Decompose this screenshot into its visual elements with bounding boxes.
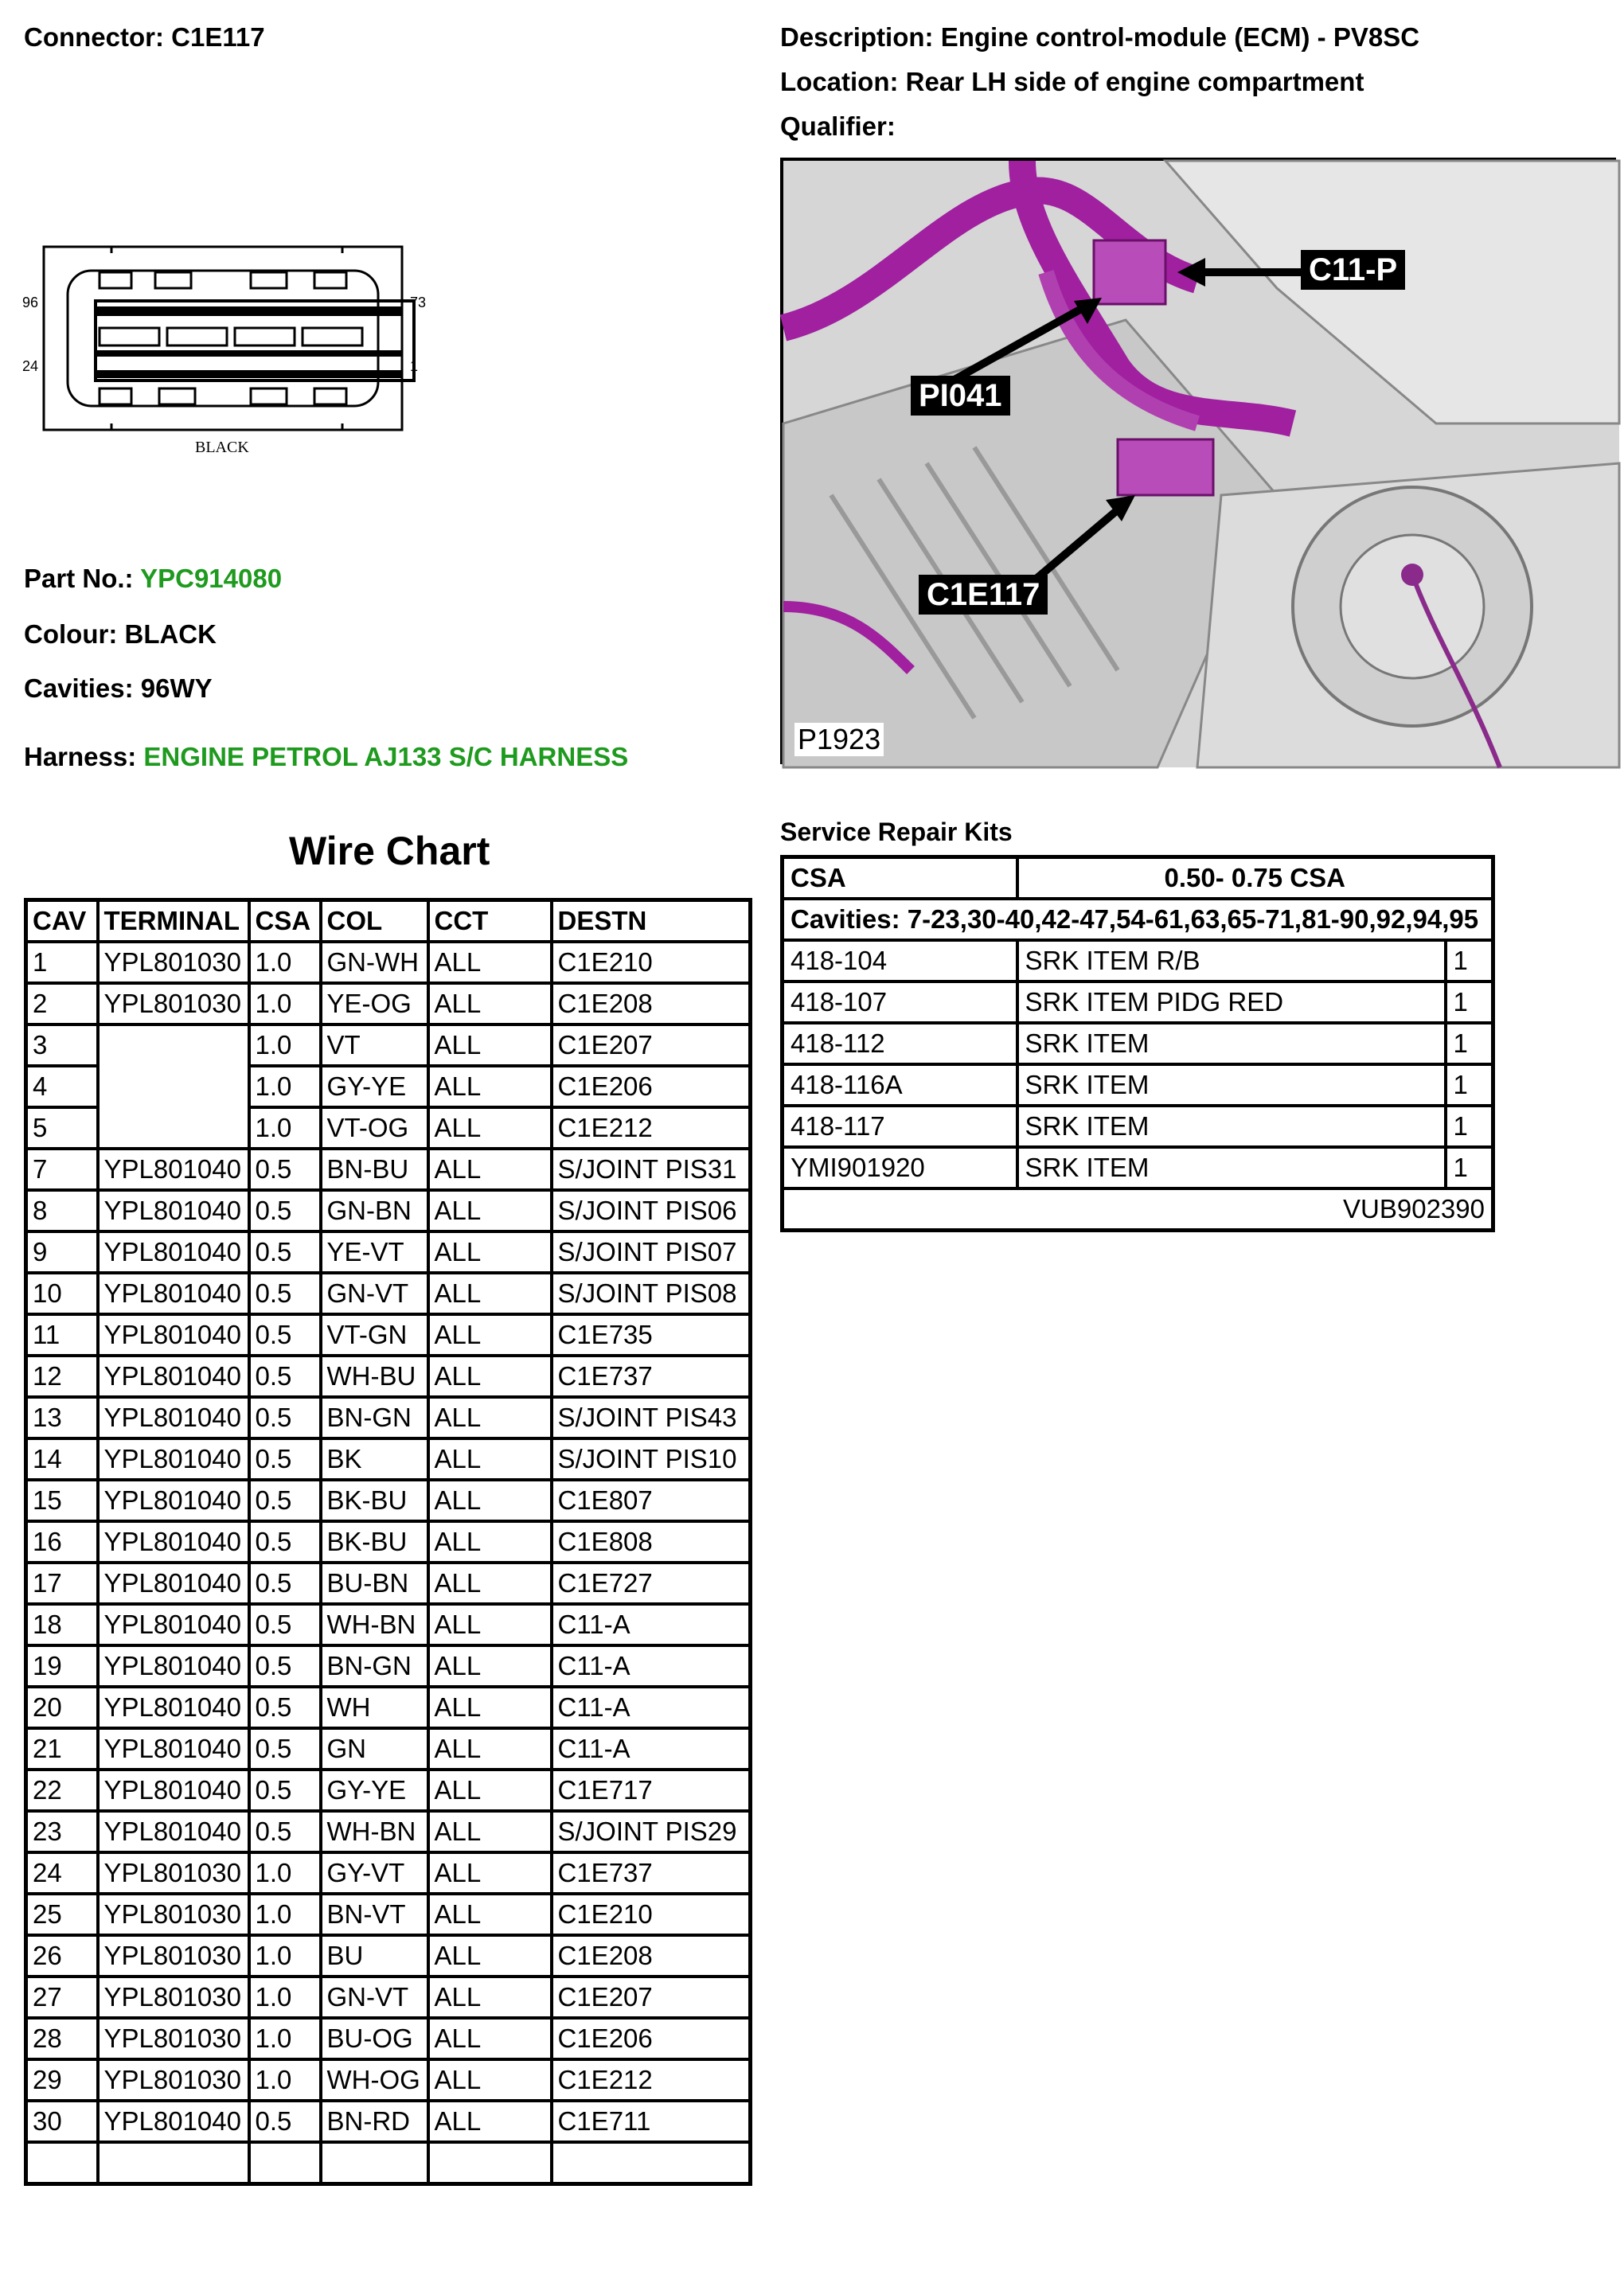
wire-row [26, 1190, 751, 1231]
kit-row [783, 1147, 1493, 1188]
cell-terminal: YPL801040 [98, 1356, 249, 1397]
cell-col: WH-BN [321, 1811, 428, 1852]
cell-destn: S/JOINT PIS08 [552, 1273, 751, 1314]
cell-destn: C1E737 [552, 1852, 751, 1894]
cell-csa: 0.5 [249, 1563, 321, 1604]
cell-terminal: YPL801040 [98, 1645, 249, 1687]
location-line [780, 67, 1364, 97]
cell-col: BU [321, 1935, 428, 1977]
cell-col: GY-VT [321, 1852, 428, 1894]
cell-terminal [98, 1066, 249, 1107]
cell-destn: C1E727 [552, 1563, 751, 1604]
wire-row [26, 1770, 751, 1811]
location-label: Location: [780, 67, 899, 96]
cell-cct: ALL [428, 983, 552, 1024]
engine-bay-illustration [783, 161, 1619, 767]
cell-csa: 1.0 [249, 942, 321, 983]
connector-label: Connector: [24, 22, 164, 52]
cell-csa: 1.0 [249, 983, 321, 1024]
col-header-terminal: TERMINAL [98, 900, 249, 942]
kit-desc: SRK ITEM PIDG RED [1017, 981, 1446, 1023]
kit-row [783, 940, 1493, 981]
cell-destn: S/JOINT PIS29 [552, 1811, 751, 1852]
pin-label-top-left: 96 [22, 295, 39, 310]
kit-desc: SRK ITEM [1017, 1106, 1446, 1147]
cell-destn: C1E210 [552, 1894, 751, 1935]
cell-destn: S/JOINT PIS43 [552, 1397, 751, 1438]
cell-cct: ALL [428, 2059, 552, 2101]
kit-row [783, 1106, 1493, 1147]
cell-destn: C11-A [552, 1687, 751, 1728]
cell-cav: 28 [26, 2018, 98, 2059]
connector-caption: BLACK [195, 439, 249, 456]
cell-col: WH [321, 1687, 428, 1728]
kit-part-row [783, 1188, 1493, 1231]
cell-csa: 0.5 [249, 1356, 321, 1397]
cell-cav: 14 [26, 1438, 98, 1480]
kit-part-no: VUB902390 [783, 1188, 1493, 1231]
col-header-cav: CAV [26, 900, 98, 942]
cell-terminal: YPL801030 [98, 2018, 249, 2059]
cell-destn: C1E808 [552, 1521, 751, 1563]
cell-destn: C11-A [552, 1728, 751, 1770]
cell-cct: ALL [428, 1273, 552, 1314]
service-kits-title: Service Repair Kits [780, 818, 1013, 846]
kit-desc: SRK ITEM [1017, 1064, 1446, 1106]
kit-qty: 1 [1446, 1023, 1493, 1064]
cell-col: BK-BU [321, 1521, 428, 1563]
wire-row-empty [26, 2142, 751, 2184]
cell-empty [321, 2142, 428, 2184]
wire-row [26, 1397, 751, 1438]
kit-qty: 1 [1446, 1064, 1493, 1106]
cell-cav: 8 [26, 1190, 98, 1231]
callout-c1e117: C1E117 [919, 575, 1048, 615]
cell-cct: ALL [428, 1066, 552, 1107]
cell-terminal: YPL801040 [98, 1687, 249, 1728]
kit-code: 418-104 [783, 940, 1017, 981]
cell-empty [428, 2142, 552, 2184]
kit-code: 418-116A [783, 1064, 1017, 1106]
cell-destn: S/JOINT PIS06 [552, 1190, 751, 1231]
cell-csa: 1.0 [249, 2059, 321, 2101]
kit-row [783, 1023, 1493, 1064]
cell-cav: 16 [26, 1521, 98, 1563]
wire-row [26, 1852, 751, 1894]
cell-csa: 1.0 [249, 1066, 321, 1107]
callout-pi041: PI041 [911, 376, 1010, 416]
cell-csa: 0.5 [249, 1770, 321, 1811]
cell-col: GN-VT [321, 1977, 428, 2018]
cell-col: BN-GN [321, 1397, 428, 1438]
cell-terminal: YPL801030 [98, 942, 249, 983]
wire-chart-body [26, 942, 751, 2184]
cell-cav: 22 [26, 1770, 98, 1811]
cell-cav: 13 [26, 1397, 98, 1438]
wire-row [26, 1149, 751, 1190]
cell-col: VT [321, 1024, 428, 1066]
cell-cav: 4 [26, 1066, 98, 1107]
colour-label: Colour: [24, 619, 118, 649]
kit-row [783, 1064, 1493, 1106]
cell-terminal: YPL801040 [98, 1273, 249, 1314]
cell-terminal: YPL801030 [98, 1935, 249, 1977]
col-header-csa: CSA [249, 900, 321, 942]
description-label: Description: [780, 22, 934, 52]
kit-row [783, 981, 1493, 1023]
cell-col: GY-YE [321, 1770, 428, 1811]
cell-csa: 1.0 [249, 1024, 321, 1066]
cell-destn: C1E208 [552, 983, 751, 1024]
figure-id: P1923 [794, 723, 884, 756]
cell-destn: C1E735 [552, 1314, 751, 1356]
cell-terminal: YPL801040 [98, 2101, 249, 2142]
cell-col: VT-GN [321, 1314, 428, 1356]
cell-col: BN-GN [321, 1645, 428, 1687]
cell-csa: 0.5 [249, 1811, 321, 1852]
qualifier-label: Qualifier: [780, 111, 896, 141]
cell-cav: 5 [26, 1107, 98, 1149]
cell-destn: C1E807 [552, 1480, 751, 1521]
wire-chart-table [24, 898, 752, 2186]
cell-cav: 10 [26, 1273, 98, 1314]
cell-cct: ALL [428, 1521, 552, 1563]
part-no-label: Part No.: [24, 564, 134, 593]
cell-destn: C1E206 [552, 1066, 751, 1107]
kit-code: 418-112 [783, 1023, 1017, 1064]
harness-line [24, 742, 628, 772]
cavities-value: 96WY [140, 673, 213, 703]
connector-heading [24, 22, 265, 53]
cell-csa: 0.5 [249, 1521, 321, 1563]
cell-col: WH-BU [321, 1356, 428, 1397]
cell-cct: ALL [428, 1024, 552, 1066]
cell-destn: C11-A [552, 1645, 751, 1687]
cell-col: BN-BU [321, 1149, 428, 1190]
col-header-cct: CCT [428, 900, 552, 942]
cell-cct: ALL [428, 942, 552, 983]
wire-row [26, 1024, 751, 1066]
cell-cct: ALL [428, 1149, 552, 1190]
cell-col: GY-YE [321, 1066, 428, 1107]
cell-cct: ALL [428, 1356, 552, 1397]
cell-destn: C1E210 [552, 942, 751, 983]
description-value: Engine control-module (ECM) - PV8SC [940, 22, 1420, 52]
colour-value: BLACK [124, 619, 217, 649]
cell-cct: ALL [428, 1894, 552, 1935]
cell-csa: 0.5 [249, 1273, 321, 1314]
cell-cct: ALL [428, 2101, 552, 2142]
cell-terminal: YPL801040 [98, 1149, 249, 1190]
kits-cavities-text: Cavities: 7-23,30-40,42-47,54-61,63,65-71,81-90,92,94,95 [783, 899, 1493, 940]
cell-csa: 1.0 [249, 2018, 321, 2059]
kit-qty: 1 [1446, 940, 1493, 981]
cell-cct: ALL [428, 1397, 552, 1438]
cell-cav: 30 [26, 2101, 98, 2142]
cavities-line [24, 673, 213, 704]
location-value: Rear LH side of engine compartment [905, 67, 1364, 96]
colour-line [24, 619, 217, 650]
col-header-destn: DESTN [552, 900, 751, 942]
cell-destn: C1E207 [552, 1977, 751, 2018]
cell-destn: C1E711 [552, 2101, 751, 2142]
cell-cav: 25 [26, 1894, 98, 1935]
callout-c11-p: C11-P [1301, 250, 1405, 290]
cell-csa: 0.5 [249, 1645, 321, 1687]
wire-chart-header-row [26, 900, 751, 942]
wire-row [26, 1107, 751, 1149]
cell-terminal: YPL801030 [98, 983, 249, 1024]
cell-csa: 0.5 [249, 1314, 321, 1356]
wire-row [26, 983, 751, 1024]
kits-csa-row [783, 857, 1493, 900]
kit-desc: SRK ITEM R/B [1017, 940, 1446, 981]
cell-terminal: YPL801040 [98, 1521, 249, 1563]
wire-row [26, 1687, 751, 1728]
cell-col: VT-OG [321, 1107, 428, 1149]
cell-terminal: YPL801040 [98, 1480, 249, 1521]
cell-csa: 1.0 [249, 1894, 321, 1935]
cell-destn: C1E212 [552, 1107, 751, 1149]
cell-empty [249, 2142, 321, 2184]
wire-row [26, 1977, 751, 2018]
pin-label-top-right: 73 [410, 295, 427, 310]
part-no-line [24, 564, 282, 594]
cell-cct: ALL [428, 1977, 552, 2018]
cell-csa: 0.5 [249, 1149, 321, 1190]
cell-destn: C1E207 [552, 1024, 751, 1066]
cell-cct: ALL [428, 1438, 552, 1480]
kit-code: 418-117 [783, 1106, 1017, 1147]
cell-col: BU-BN [321, 1563, 428, 1604]
cell-cav: 18 [26, 1604, 98, 1645]
cell-terminal: YPL801030 [98, 2059, 249, 2101]
wire-row [26, 1480, 751, 1521]
description-line [780, 22, 1419, 53]
kits-cavities-row [783, 899, 1493, 940]
service-kits-table [780, 855, 1495, 1232]
cell-cav: 9 [26, 1231, 98, 1273]
cell-cct: ALL [428, 1314, 552, 1356]
cell-destn: C11-A [552, 1604, 751, 1645]
cell-cav: 29 [26, 2059, 98, 2101]
kit-qty: 1 [1446, 1106, 1493, 1147]
cell-terminal: YPL801040 [98, 1231, 249, 1273]
kit-code: 418-107 [783, 981, 1017, 1023]
cell-cct: ALL [428, 1687, 552, 1728]
cell-cct: ALL [428, 1231, 552, 1273]
cell-destn: C1E717 [552, 1770, 751, 1811]
cell-col: BK [321, 1438, 428, 1480]
wire-row [26, 1066, 751, 1107]
wire-row [26, 1563, 751, 1604]
cell-terminal: YPL801040 [98, 1314, 249, 1356]
service-kits-body [783, 857, 1493, 1231]
cell-col: GN-BN [321, 1190, 428, 1231]
harness-value[interactable]: ENGINE PETROL AJ133 S/C HARNESS [143, 742, 629, 771]
cell-cct: ALL [428, 2018, 552, 2059]
wire-row [26, 1728, 751, 1770]
cell-col: BK-BU [321, 1480, 428, 1521]
cell-terminal [98, 1024, 249, 1066]
cell-col: BN-RD [321, 2101, 428, 2142]
cell-terminal: YPL801030 [98, 1977, 249, 2018]
cell-cct: ALL [428, 1728, 552, 1770]
cell-col: GN [321, 1728, 428, 1770]
wire-chart-title: Wire Chart [289, 829, 490, 873]
cell-cav: 3 [26, 1024, 98, 1066]
cell-destn: S/JOINT PIS10 [552, 1438, 751, 1480]
col-header-col: COL [321, 900, 428, 942]
cell-col: WH-OG [321, 2059, 428, 2101]
wire-row [26, 1645, 751, 1687]
wire-row [26, 1894, 751, 1935]
cavities-label: Cavities: [24, 673, 134, 703]
wire-row [26, 1314, 751, 1356]
cell-col: WH-BN [321, 1604, 428, 1645]
cell-terminal: YPL801030 [98, 1894, 249, 1935]
cell-col: YE-VT [321, 1231, 428, 1273]
cell-empty [26, 2142, 98, 2184]
cell-col: BU-OG [321, 2018, 428, 2059]
wire-row [26, 1604, 751, 1645]
cell-destn: S/JOINT PIS07 [552, 1231, 751, 1273]
cell-destn: S/JOINT PIS31 [552, 1149, 751, 1190]
cell-csa: 0.5 [249, 2101, 321, 2142]
cell-cct: ALL [428, 1645, 552, 1687]
cell-csa: 1.0 [249, 1935, 321, 1977]
cell-csa: 0.5 [249, 1231, 321, 1273]
cell-col: GN-WH [321, 942, 428, 983]
cell-destn: C1E212 [552, 2059, 751, 2101]
cell-cct: ALL [428, 1811, 552, 1852]
location-photo [780, 158, 1616, 764]
cell-cct: ALL [428, 1852, 552, 1894]
cell-csa: 1.0 [249, 1852, 321, 1894]
wire-row [26, 1935, 751, 1977]
wire-row [26, 1273, 751, 1314]
cell-cav: 26 [26, 1935, 98, 1977]
cell-cav: 15 [26, 1480, 98, 1521]
wire-row [26, 1811, 751, 1852]
wire-row [26, 2059, 751, 2101]
cell-col: YE-OG [321, 983, 428, 1024]
cell-terminal: YPL801040 [98, 1397, 249, 1438]
cell-csa: 1.0 [249, 1107, 321, 1149]
cell-terminal: YPL801040 [98, 1563, 249, 1604]
cell-cav: 20 [26, 1687, 98, 1728]
cell-terminal: YPL801040 [98, 1728, 249, 1770]
cell-cct: ALL [428, 1770, 552, 1811]
cell-cav: 17 [26, 1563, 98, 1604]
wire-row [26, 2101, 751, 2142]
cell-csa: 0.5 [249, 1604, 321, 1645]
cell-destn: C1E206 [552, 2018, 751, 2059]
wire-row [26, 1438, 751, 1480]
cell-cav: 1 [26, 942, 98, 983]
cell-terminal: YPL801040 [98, 1770, 249, 1811]
cell-csa: 0.5 [249, 1728, 321, 1770]
cell-empty [552, 2142, 751, 2184]
connector-value: C1E117 [171, 22, 265, 52]
kit-desc: SRK ITEM [1017, 1147, 1446, 1188]
cell-col: BN-VT [321, 1894, 428, 1935]
cell-destn: C1E208 [552, 1935, 751, 1977]
cell-csa: 0.5 [249, 1687, 321, 1728]
kit-desc: SRK ITEM [1017, 1023, 1446, 1064]
cell-cct: ALL [428, 1935, 552, 1977]
kits-csa-value: 0.50- 0.75 CSA [1017, 857, 1493, 900]
cell-cav: 11 [26, 1314, 98, 1356]
cell-terminal: YPL801040 [98, 1811, 249, 1852]
cell-cav: 27 [26, 1977, 98, 2018]
connector-face-diagram [22, 239, 454, 462]
cell-terminal: YPL801030 [98, 1852, 249, 1894]
cell-cav: 2 [26, 983, 98, 1024]
kit-code: YMI901920 [783, 1147, 1017, 1188]
cell-csa: 1.0 [249, 1977, 321, 2018]
kit-qty: 1 [1446, 1147, 1493, 1188]
cell-csa: 0.5 [249, 1190, 321, 1231]
cell-csa: 0.5 [249, 1438, 321, 1480]
cell-cct: ALL [428, 1107, 552, 1149]
harness-label: Harness: [24, 742, 137, 771]
kits-csa-label: CSA [783, 857, 1017, 900]
pin-label-bottom-left: 24 [22, 358, 39, 374]
cell-terminal: YPL801040 [98, 1604, 249, 1645]
wire-row [26, 1231, 751, 1273]
wire-row [26, 1356, 751, 1397]
cell-terminal [98, 1107, 249, 1149]
cell-empty [98, 2142, 249, 2184]
cell-terminal: YPL801040 [98, 1190, 249, 1231]
cell-cav: 21 [26, 1728, 98, 1770]
cell-cav: 19 [26, 1645, 98, 1687]
wire-row [26, 2018, 751, 2059]
cell-cct: ALL [428, 1563, 552, 1604]
cell-col: GN-VT [321, 1273, 428, 1314]
cell-csa: 0.5 [249, 1397, 321, 1438]
wire-row [26, 1521, 751, 1563]
cell-destn: C1E737 [552, 1356, 751, 1397]
cell-cav: 23 [26, 1811, 98, 1852]
cell-cav: 12 [26, 1356, 98, 1397]
kit-qty: 1 [1446, 981, 1493, 1023]
cell-terminal: YPL801040 [98, 1438, 249, 1480]
part-no-value[interactable]: YPC914080 [140, 564, 283, 593]
cell-cav: 7 [26, 1149, 98, 1190]
wire-row [26, 942, 751, 983]
cell-cav: 24 [26, 1852, 98, 1894]
pin-label-bottom-right: 1 [410, 358, 419, 374]
cell-cct: ALL [428, 1480, 552, 1521]
cell-csa: 0.5 [249, 1480, 321, 1521]
cell-cct: ALL [428, 1190, 552, 1231]
cell-cct: ALL [428, 1604, 552, 1645]
